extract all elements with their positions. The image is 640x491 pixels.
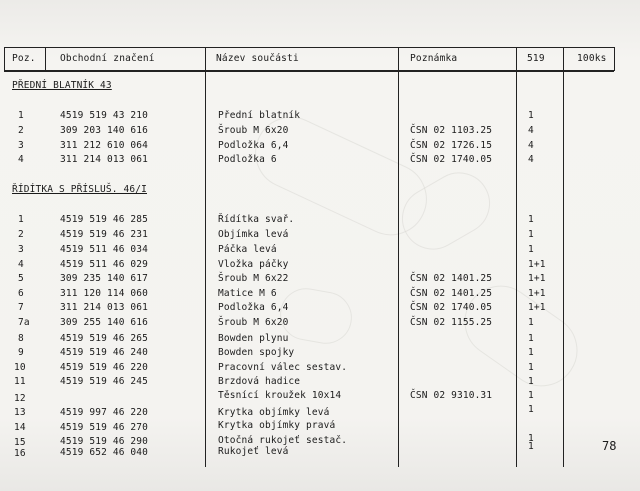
header-code: Obchodní značení (60, 53, 155, 64)
header-519: 519 (527, 53, 545, 64)
cell-name: Vložka páčky (218, 259, 289, 270)
cell-name: Podložka 6,4 (218, 140, 289, 151)
cell-code: 4519 519 46 240 (60, 347, 149, 358)
cell-name: Objímka levá (218, 229, 289, 240)
col-divider (45, 47, 46, 71)
cell-poz: 8 (18, 333, 24, 344)
cell-code: 4519 519 43 210 (60, 110, 149, 121)
cell-code: 4519 511 46 034 (60, 244, 149, 255)
header-100ks: 100ks (577, 53, 607, 64)
cell-code: 4519 997 46 220 (60, 407, 149, 418)
cell-name: Šroub M 6x22 (218, 273, 289, 284)
cell-code: 4519 519 46 245 (60, 376, 149, 387)
cell-poz: 9 (18, 347, 24, 358)
col-divider (563, 47, 564, 467)
col-divider (4, 47, 5, 71)
cell-poz: 7a (18, 317, 30, 328)
cell-poz: 1 (18, 110, 24, 121)
section-title: PŘEDNÍ BLATNÍK 43 (12, 80, 112, 91)
cell-code: 4519 652 46 040 (60, 447, 149, 458)
cell-qty: 4 (528, 154, 534, 165)
cell-poz: 2 (18, 229, 24, 240)
cell-code: 311 214 013 061 (60, 154, 149, 165)
cell-code: 4519 519 46 231 (60, 229, 149, 240)
section-title: ŘÍDÍTKA S PŘÍSLUŠ. 46/I (12, 184, 147, 195)
cell-poz: 12 (14, 393, 26, 404)
cell-code: 311 120 114 060 (60, 288, 149, 299)
cell-qty: 1 (528, 433, 534, 444)
cell-poz: 4 (18, 154, 24, 165)
cell-code: 4519 519 46 265 (60, 333, 149, 344)
cell-code: 309 255 140 616 (60, 317, 149, 328)
header-note: Poznámka (410, 53, 458, 64)
cell-qty: 1+1 (528, 302, 546, 313)
cell-qty: 1 (528, 347, 534, 358)
cell-qty: 1 (528, 441, 534, 452)
cell-poz: 14 (14, 422, 26, 433)
header-poz: Poz. (12, 53, 36, 64)
cell-code: 309 235 140 617 (60, 273, 149, 284)
cell-name: Řídítka svař. (218, 214, 295, 225)
cell-note: ČSN 02 1740.05 (410, 302, 493, 313)
cell-poz: 5 (18, 273, 24, 284)
col-divider (516, 47, 517, 467)
cell-name: Brzdová hadice (218, 376, 301, 387)
page-number: 78 (602, 439, 617, 453)
cell-poz: 10 (14, 362, 26, 373)
cell-poz: 1 (18, 214, 24, 225)
cell-poz: 16 (14, 448, 26, 459)
header-name: Název součásti (216, 53, 299, 64)
cell-qty: 1 (528, 333, 534, 344)
cell-name: Páčka levá (218, 244, 277, 255)
cell-code: 4519 519 46 285 (60, 214, 149, 225)
cell-note: ČSN 02 1726.15 (410, 140, 493, 151)
cell-name: Bowden spojky (218, 347, 295, 358)
cell-qty: 4 (528, 125, 534, 136)
cell-qty: 4 (528, 140, 534, 151)
cell-name: Přední blatník (218, 110, 301, 121)
cell-qty: 1 (528, 376, 534, 387)
header-bottom-border (4, 70, 614, 72)
table-top-border (4, 47, 614, 48)
cell-note: ČSN 02 1740.05 (410, 154, 493, 165)
cell-qty: 1 (528, 214, 534, 225)
cell-qty: 1+1 (528, 273, 546, 284)
cell-code: 311 214 013 061 (60, 302, 149, 313)
cell-note: ČSN 02 9310.31 (410, 390, 493, 401)
cell-name: Podložka 6,4 (218, 302, 289, 313)
cell-name: Krytka objímky levá (218, 407, 330, 418)
cell-name: Šroub M 6x20 (218, 317, 289, 328)
cell-name: Bowden plynu (218, 333, 289, 344)
cell-qty: 1 (528, 229, 534, 240)
cell-note: ČSN 02 1401.25 (410, 288, 493, 299)
cell-name: Otočná rukojeť sestač. (218, 435, 348, 446)
cell-qty: 1 (528, 362, 534, 373)
cell-code: 4519 519 46 220 (60, 362, 149, 373)
cell-poz: 11 (14, 376, 26, 387)
cell-qty: 1 (528, 317, 534, 328)
cell-code: 4519 519 46 270 (60, 422, 149, 433)
cell-name: Rukojeť levá (218, 446, 289, 457)
cell-qty: 1 (528, 110, 534, 121)
cell-qty: 1+1 (528, 259, 546, 270)
cell-note: ČSN 02 1401.25 (410, 273, 493, 284)
cell-name: Pracovní válec sestav. (218, 362, 348, 373)
col-divider (614, 47, 615, 71)
cell-qty: 1+1 (528, 288, 546, 299)
cell-poz: 2 (18, 125, 24, 136)
cell-poz: 13 (14, 407, 26, 418)
cell-poz: 15 (14, 437, 26, 448)
cell-poz: 6 (18, 288, 24, 299)
col-divider (205, 47, 206, 467)
cell-qty: 1 (528, 390, 534, 401)
cell-code: 311 212 610 064 (60, 140, 149, 151)
cell-qty: 1 (528, 244, 534, 255)
cell-poz: 3 (18, 244, 24, 255)
cell-code: 309 203 140 616 (60, 125, 149, 136)
cell-name: Matice M 6 (218, 288, 277, 299)
cell-name: Podložka 6 (218, 154, 277, 165)
cell-note: ČSN 02 1155.25 (410, 317, 493, 328)
cell-poz: 4 (18, 259, 24, 270)
cell-poz: 3 (18, 140, 24, 151)
cell-name: Šroub M 6x20 (218, 125, 289, 136)
cell-code: 4519 519 46 290 (60, 436, 149, 447)
cell-poz: 7 (18, 302, 24, 313)
col-divider (398, 47, 399, 467)
cell-name: Krytka objímky pravá (218, 420, 336, 431)
cell-name: Těsnící kroužek 10x14 (218, 390, 342, 401)
cell-code: 4519 511 46 029 (60, 259, 149, 270)
cell-qty: 1 (528, 404, 534, 415)
cell-note: ČSN 02 1103.25 (410, 125, 493, 136)
